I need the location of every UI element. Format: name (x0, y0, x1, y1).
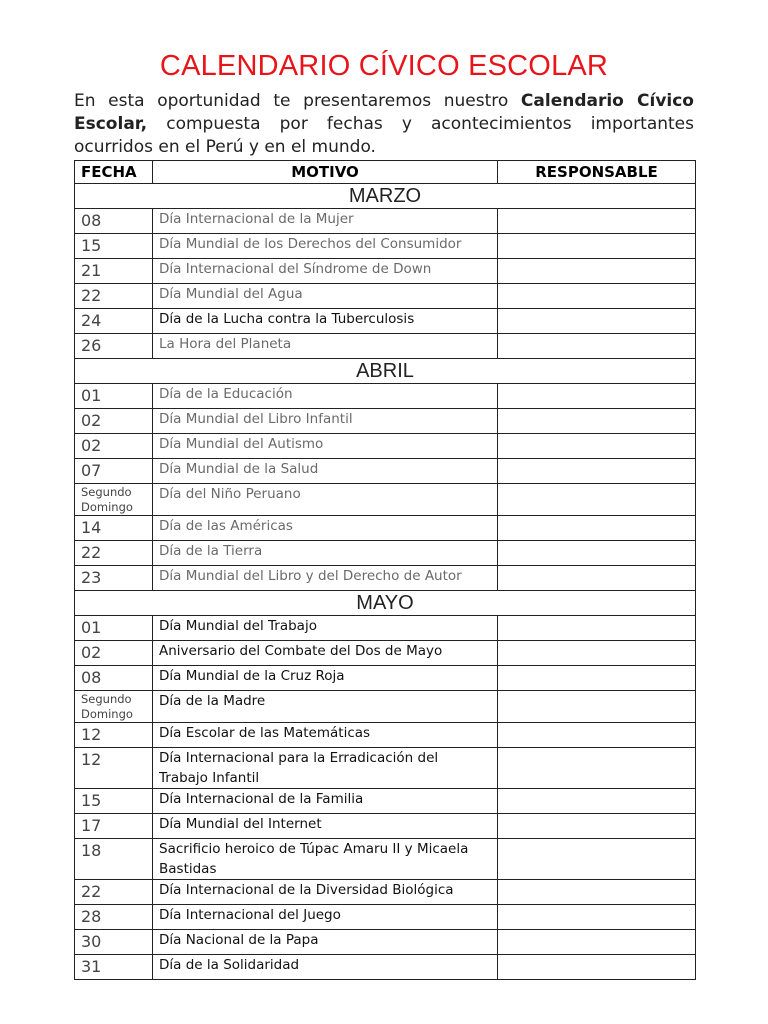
intro-text-2: compuesta por fechas y acontecimientos importantes ocurridos en el Perú y en el mundo. (74, 114, 694, 157)
date-cell: 17 (75, 814, 153, 839)
date-cell: Segundo Domingo (75, 691, 153, 723)
motivo-cell: Día Internacional de la Familia (153, 789, 498, 814)
date-cell: 23 (75, 566, 153, 591)
table-row (75, 566, 696, 591)
responsable-cell[interactable] (498, 459, 696, 484)
table-row (75, 334, 696, 359)
responsable-cell[interactable] (498, 566, 696, 591)
motivo-cell: Día Mundial del Trabajo (153, 616, 498, 641)
responsable-cell[interactable] (498, 209, 696, 234)
calendar-table (74, 160, 696, 980)
responsable-cell[interactable] (498, 748, 696, 789)
date-cell: 01 (75, 616, 153, 641)
table-row (75, 434, 696, 459)
motivo-cell: Día Mundial del Agua (153, 284, 498, 309)
responsable-cell[interactable] (498, 259, 696, 284)
header-motivo: MOTIVO (153, 161, 498, 184)
motivo-cell: Día del Niño Peruano (153, 484, 498, 516)
table-row (75, 666, 696, 691)
motivo-cell: Día Mundial de la Salud (153, 459, 498, 484)
motivo-cell: Día de la Madre (153, 691, 498, 723)
date-cell: 31 (75, 955, 153, 980)
date-cell: 22 (75, 880, 153, 905)
motivo-cell: Día de la Educación (153, 384, 498, 409)
date-cell: 15 (75, 789, 153, 814)
date-cell: 28 (75, 905, 153, 930)
table-row (75, 459, 696, 484)
date-cell: 12 (75, 723, 153, 748)
motivo-cell: Día Mundial del Libro Infantil (153, 409, 498, 434)
responsable-cell[interactable] (498, 409, 696, 434)
responsable-cell[interactable] (498, 284, 696, 309)
table-row (75, 723, 696, 748)
date-cell: 08 (75, 666, 153, 691)
date-cell: 12 (75, 748, 153, 789)
responsable-cell[interactable] (498, 930, 696, 955)
motivo-cell: Día Nacional de la Papa (153, 930, 498, 955)
table-row (75, 748, 696, 789)
responsable-cell[interactable] (498, 234, 696, 259)
date-cell: 07 (75, 459, 153, 484)
month-row (75, 591, 696, 616)
month-row (75, 359, 696, 384)
intro-paragraph (74, 90, 694, 159)
table-row (75, 541, 696, 566)
month-heading: MARZO (75, 184, 696, 209)
responsable-cell[interactable] (498, 334, 696, 359)
motivo-cell: Aniversario del Combate del Dos de Mayo (153, 641, 498, 666)
table-row (75, 691, 696, 723)
responsable-cell[interactable] (498, 905, 696, 930)
table-row (75, 814, 696, 839)
responsable-cell[interactable] (498, 384, 696, 409)
responsable-cell[interactable] (498, 814, 696, 839)
motivo-cell: Día de la Tierra (153, 541, 498, 566)
responsable-cell[interactable] (498, 541, 696, 566)
intro-bold-text: Calendario Cívico Escolar, (74, 91, 694, 134)
date-cell: 15 (75, 234, 153, 259)
date-cell: 24 (75, 309, 153, 334)
header-responsable: RESPONSABLE (498, 161, 696, 184)
table-row (75, 384, 696, 409)
responsable-cell[interactable] (498, 691, 696, 723)
responsable-cell[interactable] (498, 880, 696, 905)
header-fecha: FECHA (75, 161, 153, 184)
table-row (75, 284, 696, 309)
motivo-cell: La Hora del Planeta (153, 334, 498, 359)
table-row (75, 880, 696, 905)
date-cell: 08 (75, 209, 153, 234)
motivo-cell: Día Internacional para la Erradicación del Trabajo Infantil (153, 748, 498, 789)
date-cell: 22 (75, 284, 153, 309)
table-row (75, 259, 696, 284)
month-row (75, 184, 696, 209)
intro-text-1: En esta oportunidad te presentaremos nuestro (74, 91, 521, 111)
responsable-cell[interactable] (498, 616, 696, 641)
motivo-cell: Día Mundial del Autismo (153, 434, 498, 459)
motivo-cell: Día de la Solidaridad (153, 955, 498, 980)
date-cell: 21 (75, 259, 153, 284)
table-row (75, 839, 696, 880)
month-heading: ABRIL (75, 359, 696, 384)
date-cell: 02 (75, 434, 153, 459)
table-row (75, 209, 696, 234)
date-cell: 26 (75, 334, 153, 359)
motivo-cell: Día Escolar de las Matemáticas (153, 723, 498, 748)
table-row (75, 905, 696, 930)
motivo-cell: Día Internacional del Juego (153, 905, 498, 930)
motivo-cell: Sacrificio heroico de Túpac Amaru II y Micaela Bastidas (153, 839, 498, 880)
date-cell: 18 (75, 839, 153, 880)
responsable-cell[interactable] (498, 309, 696, 334)
table-row (75, 789, 696, 814)
responsable-cell[interactable] (498, 723, 696, 748)
date-cell: 14 (75, 516, 153, 541)
responsable-cell[interactable] (498, 641, 696, 666)
motivo-cell: Día Mundial de la Cruz Roja (153, 666, 498, 691)
month-heading: MAYO (75, 591, 696, 616)
calendar-body (75, 184, 696, 980)
responsable-cell[interactable] (498, 516, 696, 541)
document-title: CALENDARIO CÍVICO ESCOLAR (159, 50, 609, 82)
table-row (75, 484, 696, 516)
date-cell: 30 (75, 930, 153, 955)
motivo-cell: Día Mundial de los Derechos del Consumidor (153, 234, 498, 259)
responsable-cell[interactable] (498, 955, 696, 980)
table-row (75, 309, 696, 334)
date-cell: 02 (75, 409, 153, 434)
motivo-cell: Día Internacional del Síndrome de Down (153, 259, 498, 284)
motivo-cell: Día de la Lucha contra la Tuberculosis (153, 309, 498, 334)
responsable-cell[interactable] (498, 666, 696, 691)
responsable-cell[interactable] (498, 839, 696, 880)
responsable-cell[interactable] (498, 434, 696, 459)
responsable-cell[interactable] (498, 789, 696, 814)
motivo-cell: Día Mundial del Internet (153, 814, 498, 839)
table-row (75, 516, 696, 541)
table-row (75, 955, 696, 980)
responsable-cell[interactable] (498, 484, 696, 516)
date-cell: 01 (75, 384, 153, 409)
table-row (75, 641, 696, 666)
table-row (75, 234, 696, 259)
table-row (75, 616, 696, 641)
motivo-cell: Día Internacional de la Mujer (153, 209, 498, 234)
motivo-cell: Día Internacional de la Diversidad Biológica (153, 880, 498, 905)
date-cell: 02 (75, 641, 153, 666)
date-cell: Segundo Domingo (75, 484, 153, 516)
date-cell: 22 (75, 541, 153, 566)
table-row (75, 409, 696, 434)
motivo-cell: Día Mundial del Libro y del Derecho de Autor (153, 566, 498, 591)
motivo-cell: Día de las Américas (153, 516, 498, 541)
table-row (75, 930, 696, 955)
